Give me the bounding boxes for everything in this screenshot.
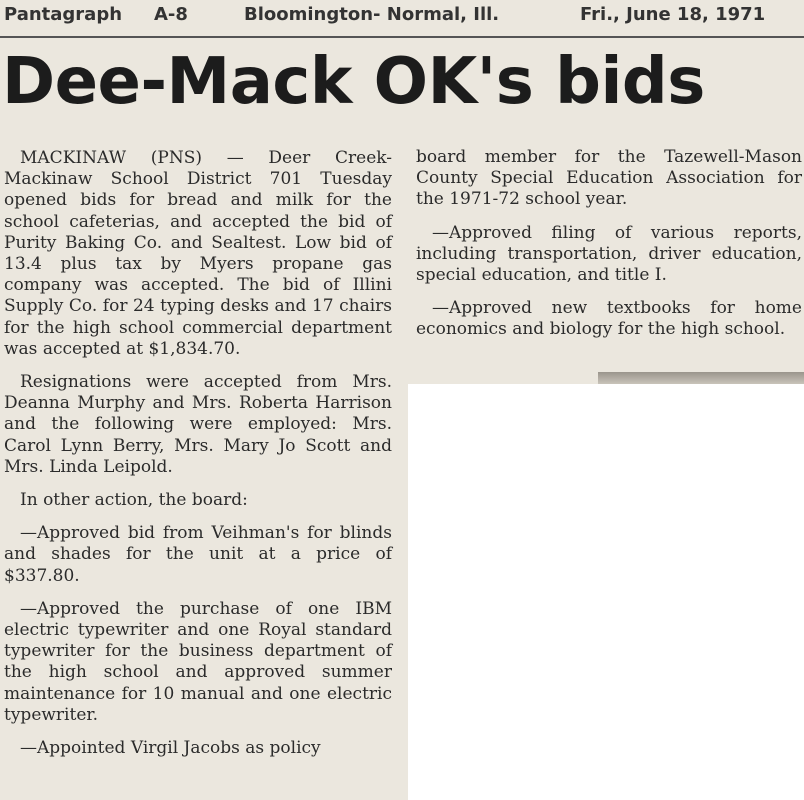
article-paragraph: MACKINAW (PNS) — Deer Creek-Mackinaw School District 701 Tuesday opened bids for bread and milk for the school cafeterias, and accepted the bid of Purity Baking Co. and Sealtest. Low bid of 13.4 plus tax by Myers propane gas company was accepted. The bid of Illini Supply Co. for 24 typing desks and 17 chairs for the high school commercial department was accepted at $1,834.70. [4,148,392,359]
article-paragraph: board member for the Tazewell-Mason County Special Education Association for the 1971-72 school year. [416,147,802,210]
headline: Dee-Mack OK's bids [2,45,705,119]
article-paragraph: Resignations were accepted from Mrs. Deanna Murphy and Mrs. Roberta Harrison and the following were employed: Mrs. Carol Lynn Berry, Mrs. Mary Jo Scott and Mrs. Linda Leipold. [4,372,392,477]
blank-area [408,384,804,800]
article-paragraph: —Appointed Virgil Jacobs as policy [20,738,321,759]
location: Bloomington- Normal, Ill. [244,4,500,25]
article-paragraph: —Approved the purchase of one IBM electric typewriter and one Royal standard typewriter for the business department of the high school and approved summer maintenance for 10 manual and one electric typewriter. [4,598,392,725]
clipping-edge [598,372,804,384]
article-paragraph: In other action, the board: [20,490,248,511]
article-column-right [416,147,802,353]
header-rule [0,36,804,38]
article-paragraph: —Approved filing of various reports, including transportation, driver education, special education, and title I. [416,222,802,286]
dateline [4,2,794,28]
article-paragraph: —Approved new textbooks for home economics and biology for the high school. [416,298,802,340]
paper-name: Pantagraph [4,4,123,25]
publication-date: Fri., June 18, 1971 [580,4,766,25]
page-number: A-8 [154,4,188,25]
article-column-left [4,148,392,771]
article-paragraph: —Approved bid from Veihman's for blinds and shades for the unit at a price of $337.80. [4,523,392,586]
